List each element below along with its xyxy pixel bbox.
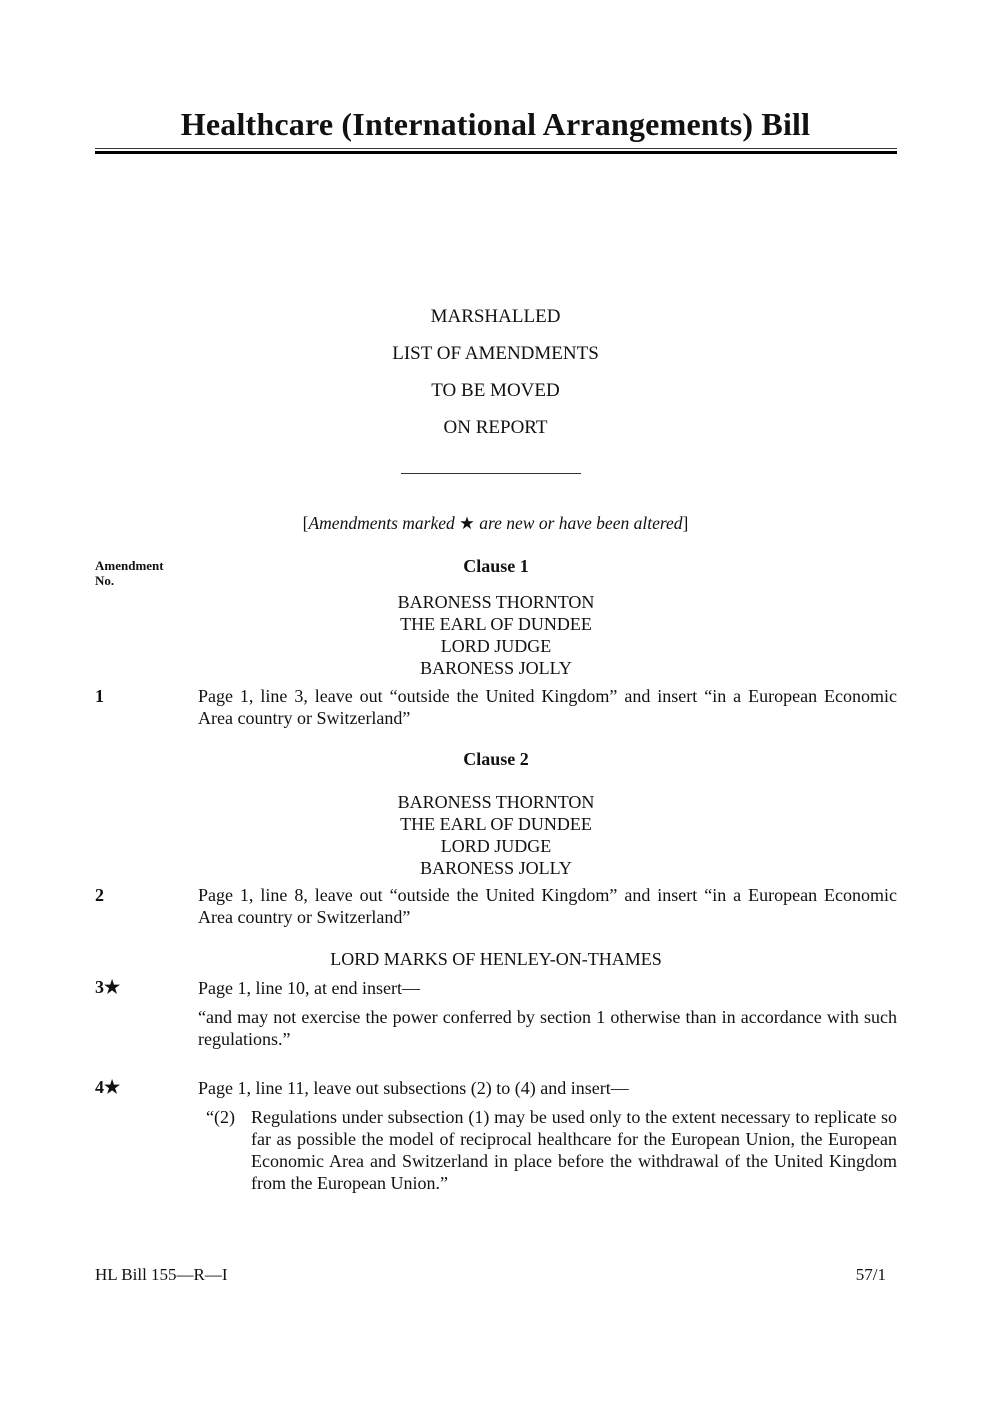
amendment-2-text: Page 1, line 8, leave out “outside the United Kingdom” and insert “in a European Economic Area country or Switzerland”: [198, 885, 897, 927]
title-rule-thin: [95, 148, 897, 149]
amendment-4-text: Page 1, line 11, leave out subsections (2) to (4) and insert—: [198, 1078, 629, 1098]
heading-line-4: ON REPORT: [443, 417, 548, 438]
clause-1-names: [95, 591, 897, 679]
clause-1-heading: Clause 1: [463, 556, 529, 576]
heading-line-1: MARSHALLED: [430, 306, 561, 327]
amendment-number-1: 1: [95, 686, 104, 706]
subsection-text: Regulations under subsection (1) may be used only to the extent necessary to replicate so far as possible the model of reciprocal healthcare for the European Union, the European Economic Area and Switzerland in place before the withdrawal of the United Kingdom from the European Union.”: [251, 1107, 897, 1193]
heading-line-3: TO BE MOVED: [431, 380, 560, 401]
member-name: BARONESS JOLLY: [420, 858, 572, 878]
member-name: LORD JUDGE: [440, 636, 552, 656]
amendment-number-4: 4★: [95, 1077, 121, 1097]
member-name: LORD JUDGE: [440, 836, 552, 856]
amendment-4-subsection: [206, 1106, 897, 1194]
star-icon: ★: [459, 513, 475, 533]
page-reference: 57/1: [855, 1265, 886, 1284]
member-name: BARONESS JOLLY: [420, 658, 572, 678]
clause-2-heading: Clause 2: [463, 749, 529, 769]
subsection-label: “(2): [206, 1107, 235, 1127]
amendment-3-text: Page 1, line 10, at end insert—: [198, 978, 420, 998]
note-text-2: are new or have been altered: [474, 513, 683, 533]
bill-reference: HL Bill 155—R—I: [95, 1265, 228, 1284]
amendment-1-text: Page 1, line 3, leave out “outside the United Kingdom” and insert “in a European Economic Area country or Switzerland”: [198, 686, 897, 728]
header-line-2: No.: [95, 573, 115, 588]
amendment-number-2: 2: [95, 885, 104, 905]
member-name: BARONESS THORNTON: [397, 792, 595, 812]
amendment-3-quote: “and may not exercise the power conferred by section 1 otherwise than in accordance with such regulations.”: [198, 1007, 897, 1049]
member-name-lord-marks: LORD MARKS OF HENLEY-ON-THAMES: [330, 949, 662, 969]
member-name: THE EARL OF DUNDEE: [400, 614, 592, 634]
bill-title: Healthcare (International Arrangements) Bill: [180, 106, 811, 142]
member-name: BARONESS THORNTON: [397, 592, 595, 612]
title-rule-thick: [95, 151, 897, 154]
amendments-note: [0, 513, 991, 534]
heading-line-2: LIST OF AMENDMENTS: [392, 343, 599, 364]
member-name: THE EARL OF DUNDEE: [400, 814, 592, 834]
clause-2-names: [95, 791, 897, 879]
note-bracket-close: ]: [682, 513, 689, 533]
amendment-number-3: 3★: [95, 977, 121, 997]
header-line-1: Amendment: [95, 558, 164, 573]
note-text-1: Amendments marked: [308, 513, 460, 533]
note-bracket-open: [: [302, 513, 309, 533]
heading-divider: [401, 473, 581, 474]
